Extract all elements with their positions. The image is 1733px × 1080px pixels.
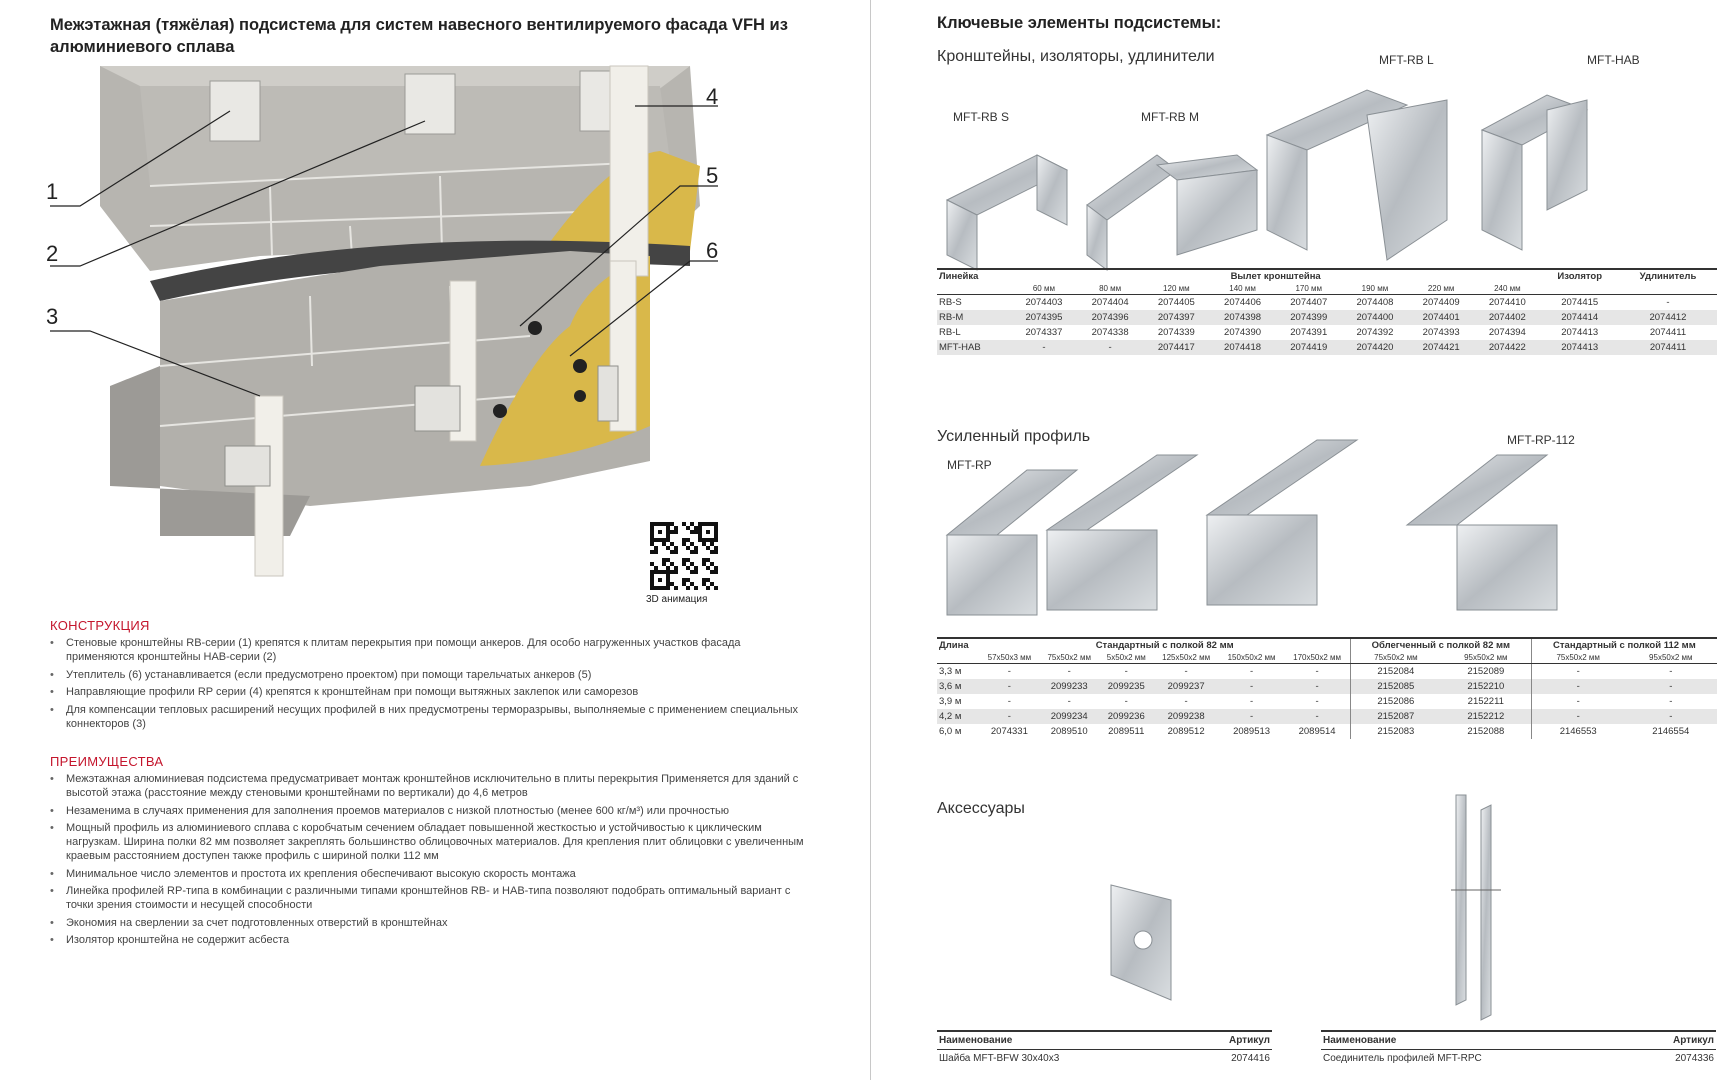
label-mft-rb-s: MFT-RB S: [953, 110, 1009, 124]
col-isolator: Изолятор: [1540, 269, 1619, 283]
accessories-images: [1071, 790, 1631, 1020]
table-cell: -: [1625, 679, 1717, 694]
table-cell: 2152211: [1467, 695, 1504, 707]
accessory-table-left: [937, 1030, 1272, 1067]
brackets-table: [937, 268, 1717, 355]
table-cell: 2152210: [1441, 679, 1531, 694]
table-cell: -: [1219, 709, 1284, 724]
table-cell: 2074411: [1649, 326, 1687, 338]
table-cell: 2074399: [1276, 310, 1342, 325]
list-item: • Минимальное число элементов и простота их крепления обеспечивают высокую скорость монтажа: [50, 867, 810, 881]
table-cell: -: [1531, 679, 1624, 694]
reach-header: 240 мм: [1474, 283, 1540, 295]
label-mft-rp-112: MFT-RP-112: [1507, 433, 1575, 447]
size-header: 125x50x2 мм: [1153, 652, 1218, 664]
col-length: Длина: [937, 638, 979, 652]
bracket-rb-s-image: [947, 155, 1067, 270]
table-cell: -: [1284, 709, 1350, 724]
profiles-subtitle: Усиленный профиль: [937, 428, 1091, 445]
table-cell: 2074404: [1091, 296, 1129, 308]
table-cell: 2074394: [1488, 326, 1526, 338]
table-cell: -: [1124, 665, 1128, 677]
callout-5: 5: [706, 163, 719, 188]
table-cell: -: [1531, 664, 1624, 679]
table-cell: 2074409: [1422, 296, 1460, 308]
page-title: Межэтажная (тяжёлая) подсистема для систем навесного вентилируемого фасада VFH из алюминиевого сплава: [50, 16, 788, 56]
table-cell: 2089511: [1108, 725, 1145, 737]
col-name: Наименование: [937, 1031, 1183, 1050]
table-cell: 2074420: [1342, 340, 1408, 355]
table-cell: 2152083: [1350, 724, 1440, 739]
size-header: 95x50x2 мм: [1625, 652, 1717, 664]
table-cell: 2099238: [1153, 709, 1218, 724]
table-cell: 2074403: [1025, 296, 1063, 308]
table-row: [937, 724, 1717, 739]
table-cell: 2074411: [1619, 340, 1717, 355]
table-cell: 2074396: [1077, 310, 1143, 325]
table-cell: 2074397: [1143, 310, 1209, 325]
table-cell: -: [979, 679, 1039, 694]
group-std82: Стандартный с полкой 82 мм: [979, 638, 1350, 652]
table-cell: -: [1007, 695, 1011, 707]
reach-header: 220 мм: [1408, 283, 1474, 295]
table-row: [937, 310, 1717, 325]
list-item: • Экономия на сверлении за счет подготовленных отверстий в кронштейнах: [50, 916, 810, 930]
profiles-table: [937, 637, 1717, 739]
qr-label: 3D анимация: [646, 594, 708, 605]
row-label: 6,0 м: [939, 725, 962, 737]
table-cell: 2074391: [1290, 326, 1328, 338]
table-cell: -: [1669, 695, 1673, 707]
table-cell: -: [1219, 679, 1284, 694]
table-cell: 2074419: [1276, 340, 1342, 355]
table-cell: -: [1249, 695, 1254, 707]
list-item: • Для компенсации тепловых расширений несущих профилей в них предусмотрены терморазрывы, выполняемые с применением специальных коннекторов (3): [50, 703, 810, 731]
list-item: • Направляющие профили RP серии (4) крепятся к кронштейнам при помощи вытяжных заклепок или саморезов: [50, 685, 810, 699]
table-cell: 2152089: [1467, 665, 1505, 677]
list-item: • Межэтажная алюминиевая подсистема предусматривает монтаж кронштейнов исключительно в плиты перекрытия Применяется для зданий с высотой этажа (расстояние между стеновыми кронштейнами по вертикали) до 4,6 метров: [50, 772, 810, 800]
row-label: RB-M: [937, 310, 1011, 325]
table-cell: 2074393: [1422, 326, 1460, 338]
row-label: RB-L: [939, 326, 961, 338]
table-cell: -: [1067, 695, 1071, 707]
right-title: Ключевые элементы подсистемы:: [937, 14, 1222, 32]
table-cell: -: [1011, 340, 1077, 355]
profiles-images: [937, 435, 1727, 625]
list-item: • Мощный профиль из алюминиевого сплава с коробчатым сечением обладает повышенной жесткостью и устойчивостью к циклическим нагрузкам. Ширина полки 82 мм позволяет закреплять большинство облицовочных материалов. Для крепления плит облицовки с увеличенным краевым расстоянием доступен также профиль с шириной полки 112 мм: [50, 821, 810, 863]
table-cell: -: [1124, 695, 1128, 707]
table-cell: -: [1625, 709, 1717, 724]
table-cell: 2074331: [990, 725, 1028, 737]
advantages-heading: ПРЕИМУЩЕСТВА: [50, 754, 164, 769]
bracket-hab-image: [1482, 95, 1587, 250]
table-cell: 2074338: [1091, 326, 1129, 338]
table-cell: 2152087: [1350, 709, 1440, 724]
table-cell: 2074401: [1408, 310, 1474, 325]
construction-heading: КОНСТРУКЦИЯ: [50, 618, 150, 633]
table-cell: 2074421: [1408, 340, 1474, 355]
qr-code[interactable]: [650, 522, 718, 590]
table-cell: 2074402: [1474, 310, 1540, 325]
table-cell: 2074422: [1474, 340, 1540, 355]
table-cell: 2074400: [1342, 310, 1408, 325]
qr-code-block[interactable]: [646, 522, 726, 605]
accessory-name: Шайба MFT-BFW 30x40x3: [939, 1053, 1060, 1064]
table-cell: 2074406: [1224, 296, 1262, 308]
profile-rp-112-image: [1407, 455, 1557, 610]
table-cell: -: [1007, 665, 1011, 677]
table-cell: 2074414: [1540, 310, 1619, 325]
table-cell: 2074413: [1540, 340, 1619, 355]
col-article: Артикул: [1183, 1031, 1272, 1050]
brackets-subtitle: Кронштейны, изоляторы, удлинители: [937, 48, 1215, 65]
col-name: Наименование: [1321, 1031, 1630, 1050]
table-cell: 2099237: [1153, 679, 1218, 694]
size-header: 57x50x3 мм: [979, 652, 1039, 664]
qr-module: [714, 586, 718, 590]
reach-header: 80 мм: [1077, 283, 1143, 295]
group-std112: Стандартный с полкой 112 мм: [1531, 638, 1717, 652]
table-row: [937, 679, 1717, 694]
callout-3: 3: [46, 304, 59, 329]
col-article: Артикул: [1630, 1031, 1716, 1050]
callout-6: 6: [706, 238, 719, 263]
table-cell: 2152088: [1467, 725, 1505, 737]
table-cell: -: [1315, 665, 1319, 677]
size-header: 170x50x2 мм: [1284, 652, 1350, 664]
table-row: [937, 694, 1717, 709]
label-mft-rb-m: MFT-RB M: [1141, 110, 1199, 124]
table-cell: 2146554: [1652, 725, 1690, 737]
row-label: RB-S: [939, 296, 962, 308]
row-label: 3,3 м: [939, 665, 962, 677]
accessory-name: Соединитель профилей MFT-RPC: [1323, 1053, 1482, 1064]
table-cell: 2074395: [1011, 310, 1077, 325]
table-cell: -: [1531, 694, 1624, 709]
size-header: 5x50x2 мм: [1099, 652, 1153, 664]
accessories-subtitle: Аксессуары: [937, 800, 1025, 817]
table-cell: -: [1666, 296, 1670, 308]
accessory-article: 2074336: [1675, 1053, 1714, 1064]
table-cell: 2074408: [1356, 296, 1394, 308]
size-header: 75x50x2 мм: [1350, 652, 1440, 664]
table-cell: 2074412: [1619, 310, 1717, 325]
table-cell: -: [1077, 340, 1143, 355]
size-header: 95x50x2 мм: [1441, 652, 1531, 664]
table-cell: -: [1067, 665, 1071, 677]
reach-header: 120 мм: [1143, 283, 1209, 295]
label-mft-hab: MFT-HAB: [1587, 53, 1640, 67]
table-cell: 2074407: [1290, 296, 1328, 308]
row-label: 3,9 м: [939, 695, 962, 707]
accessory-table-right: [1321, 1030, 1716, 1067]
table-cell: 2074417: [1143, 340, 1209, 355]
table-cell: 2074418: [1209, 340, 1275, 355]
table-cell: -: [1284, 679, 1350, 694]
facade-illustration: [46, 66, 810, 586]
list-item: • Изолятор кронштейна не содержит асбеста: [50, 933, 810, 947]
accessory-article: 2074416: [1231, 1053, 1270, 1064]
table-cell: -: [1315, 695, 1319, 707]
profile-rp-image-3: [1207, 440, 1357, 605]
table-cell: 2099234: [1039, 709, 1099, 724]
table-cell: -: [1184, 665, 1188, 677]
table-cell: 2152084: [1350, 664, 1440, 679]
list-item: • Линейка профилей RP-типа в комбинации с различными типами кронштейнов RB- и HAB-типа позволяют подобрать оптимальный вариант с точки зрения стоимости и несущей способности: [50, 884, 810, 912]
table-row: [937, 709, 1717, 724]
table-cell: 2089513: [1233, 725, 1271, 737]
table-cell: 2089510: [1050, 725, 1088, 737]
table-cell: 2152085: [1350, 679, 1440, 694]
connector-image: [1451, 795, 1501, 1020]
size-header: 75x50x2 мм: [1039, 652, 1099, 664]
col-reach: Вылет кронштейна: [1011, 269, 1541, 283]
table-cell: 2152086: [1350, 694, 1440, 709]
label-mft-rb-l: MFT-RB L: [1379, 53, 1434, 67]
table-cell: 2146553: [1531, 724, 1624, 739]
col-extender: Удлинитель: [1619, 269, 1717, 283]
table-cell: 2099235: [1099, 679, 1153, 694]
callout-1: 1: [46, 179, 59, 204]
callout-2: 2: [46, 241, 59, 266]
row-label: 3,6 м: [937, 679, 979, 694]
table-cell: 2099236: [1099, 709, 1153, 724]
table-row: [937, 325, 1717, 340]
table-cell: 2152212: [1441, 709, 1531, 724]
table-row: [937, 664, 1717, 679]
table-cell: 2074390: [1224, 326, 1262, 338]
table-row: [937, 340, 1717, 355]
size-header: 75x50x2 мм: [1531, 652, 1624, 664]
table-cell: 2074392: [1356, 326, 1394, 338]
list-item: • Незаменима в случаях применения для заполнения проемов материалов с низкой плотностью (менее 600 кг/м³) или прочностью: [50, 804, 810, 818]
table-cell: 2074413: [1561, 326, 1599, 338]
callout-4: 4: [706, 84, 719, 109]
table-cell: -: [979, 709, 1039, 724]
label-mft-rp: MFT-RP: [947, 458, 992, 472]
reach-header: 190 мм: [1342, 283, 1408, 295]
bracket-rb-l-image: [1267, 90, 1447, 260]
reach-header: 140 мм: [1209, 283, 1275, 295]
profile-rp-image-2: [1047, 455, 1197, 610]
table-row: [937, 295, 1717, 310]
table-cell: 2099233: [1039, 679, 1099, 694]
col-line: Линейка: [937, 269, 1011, 283]
table-cell: -: [1669, 665, 1673, 677]
washer-image: [1111, 885, 1171, 1000]
table-cell: -: [1184, 695, 1188, 707]
table-cell: 2089514: [1298, 725, 1336, 737]
size-header: 150x50x2 мм: [1219, 652, 1284, 664]
right-page: [871, 0, 1733, 1080]
bracket-rb-m-image: [1087, 155, 1257, 270]
table-cell: 2074405: [1157, 296, 1195, 308]
list-item: • Утеплитель (6) устанавливается (если предусмотрено проектом) при помощи тарельчатых анкеров (5): [50, 668, 810, 682]
list-item: • Стеновые кронштейны RB-серии (1) крепятся к плитам перекрытия при помощи анкеров. Для особо нагруженных участков фасада применяются кронштейны HAB-серии (2): [50, 636, 810, 664]
reach-header: 60 мм: [1011, 283, 1077, 295]
table-cell: 2074398: [1209, 310, 1275, 325]
row-label: MFT-HAB: [937, 340, 1011, 355]
reach-header: 170 мм: [1276, 283, 1342, 295]
table-cell: 2089512: [1167, 725, 1205, 737]
table-cell: 2074410: [1488, 296, 1526, 308]
table-cell: -: [1531, 709, 1624, 724]
table-cell: 2074337: [1025, 326, 1063, 338]
table-cell: 2074339: [1157, 326, 1195, 338]
construction-list: [50, 636, 810, 734]
table-cell: -: [1249, 665, 1254, 677]
table-cell: 2074415: [1561, 296, 1599, 308]
advantages-list: [50, 772, 810, 951]
group-light82: Облегченный с полкой 82 мм: [1350, 638, 1531, 652]
row-label: 4,2 м: [937, 709, 979, 724]
brackets-images: [937, 80, 1727, 280]
